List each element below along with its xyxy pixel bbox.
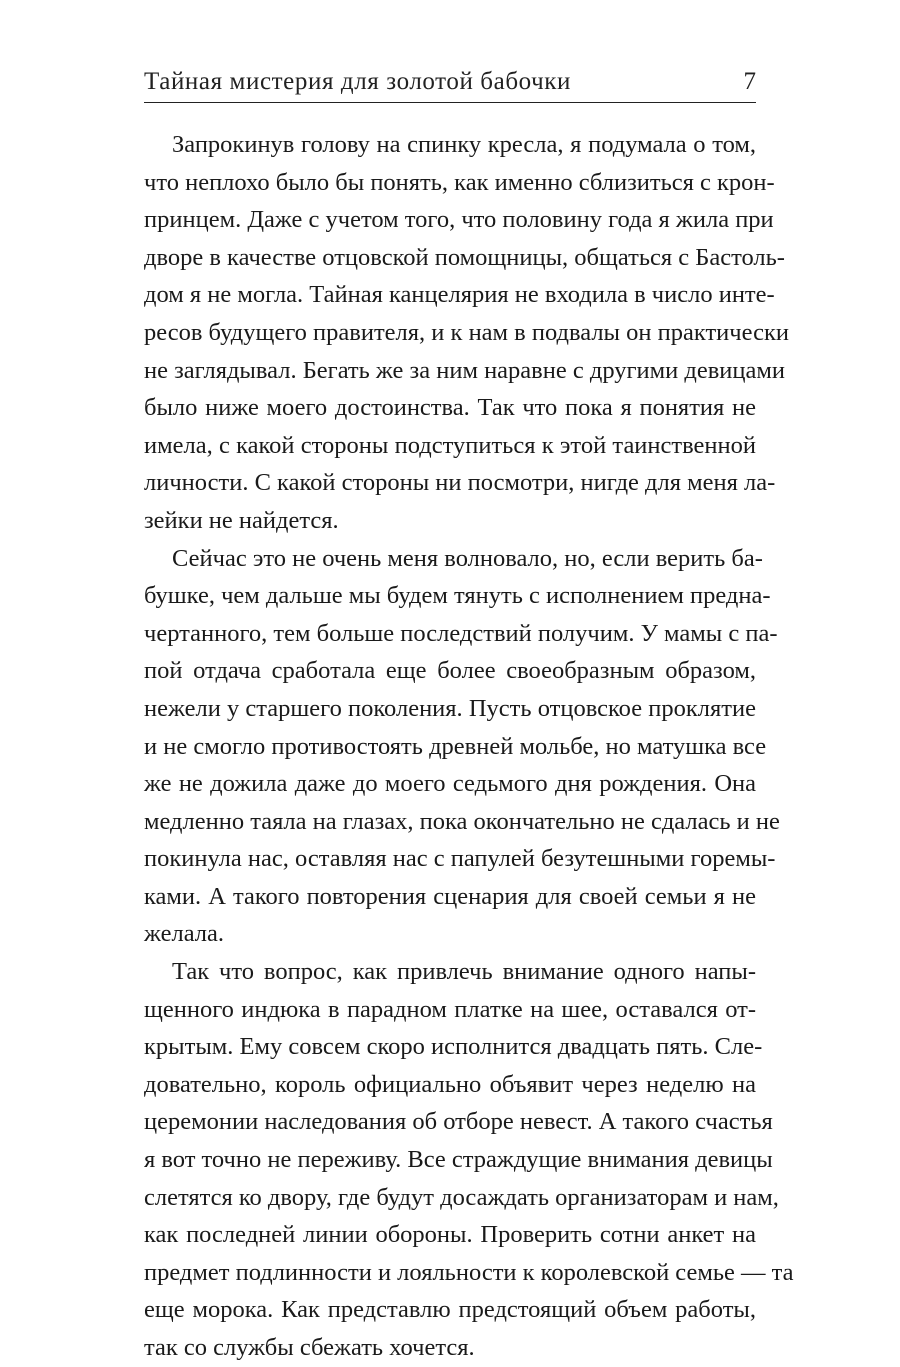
text-line: Сейчас это не очень меня волновало, но, если верить ба-	[172, 544, 763, 572]
text-line: я вот точно не переживу. Все страждущие внимания девицы	[144, 1146, 773, 1174]
text-line: церемонии наследования об отборе невест. А такого счастья	[144, 1108, 773, 1136]
text-line: как последней линии обороны. Проверить сотни анкет на	[144, 1221, 756, 1249]
text-line: бушке, чем дальше мы будем тянуть с исполнением предна-	[144, 582, 771, 610]
text-line: и не смогло противостоять древней мольбе, но матушка все	[144, 732, 767, 760]
text-line: дворе в качестве отцовской помощницы, общаться с Бастоль-	[144, 243, 785, 271]
text-line: щенного индюка в парадном платке на шее, оставался от-	[144, 995, 756, 1023]
text-line: медленно таяла на глазах, пока окончательно не сдалась и не	[144, 807, 780, 835]
text-line: ресов будущего правителя, и к нам в подвалы он практически	[144, 318, 789, 346]
text-line: желала.	[144, 920, 225, 948]
text-line: Запрокинув голову на спинку кресла, я подумала о том,	[172, 131, 756, 158]
paragraph-1	[144, 126, 789, 540]
text-line: нежели у старшего поколения. Пусть отцовское проклятие	[144, 694, 756, 722]
text-line: довательно, король официально объявит через неделю на	[144, 1070, 756, 1098]
text-line: пой отдача сработала еще более своеобразным образом,	[144, 657, 756, 685]
running-title: Тайная мистерия для золотой бабочки	[144, 68, 571, 95]
text-line: крытым. Ему совсем скоро исполнится двадцать пять. Сле-	[144, 1033, 763, 1061]
text-line: принцем. Даже с учетом того, что половину года я жила при	[144, 206, 774, 234]
text-line: дом я не могла. Тайная канцелярия не входила в число инте-	[144, 281, 775, 309]
text-line: было ниже моего достоинства. Так что пока я понятия не	[144, 394, 756, 422]
text-line: зейки не найдется.	[144, 506, 339, 534]
running-header	[144, 66, 756, 103]
text-line: ками. А такого повторения сценария для своей семьи я не	[144, 882, 756, 910]
paragraph-3	[144, 953, 794, 1367]
text-line: еще морока. Как представлю предстоящий объем работы,	[144, 1296, 756, 1324]
text-line: предмет подлинности и лояльности к королевской семье — та	[144, 1258, 794, 1286]
text-line: имела, с какой стороны подступиться к этой таинственной	[144, 431, 756, 459]
text-line: что неплохо было бы понять, как именно сблизиться с крон-	[144, 168, 775, 196]
text-line: Так что вопрос, как привлечь внимание одного напы-	[172, 958, 756, 986]
text-line: слетятся ко двору, где будут досаждать организаторам и нам,	[144, 1183, 779, 1211]
text-line: не заглядывал. Бегать же за ним наравне с другими девицами	[144, 356, 786, 384]
text-line: чертанного, тем больше последствий получим. У мамы с па-	[144, 619, 778, 647]
text-line: покинула нас, оставляя нас с папулей безутешными горемы-	[144, 845, 776, 873]
paragraph-2	[144, 540, 780, 954]
text-line: же не дожила даже до моего седьмого дня рождения. Она	[144, 770, 756, 798]
text-line: так со службы сбежать хочется.	[144, 1334, 475, 1361]
body-text	[144, 126, 794, 1367]
page-number: 7	[743, 68, 756, 95]
text-line: личности. С какой стороны ни посмотри, нигде для меня ла-	[144, 469, 776, 497]
